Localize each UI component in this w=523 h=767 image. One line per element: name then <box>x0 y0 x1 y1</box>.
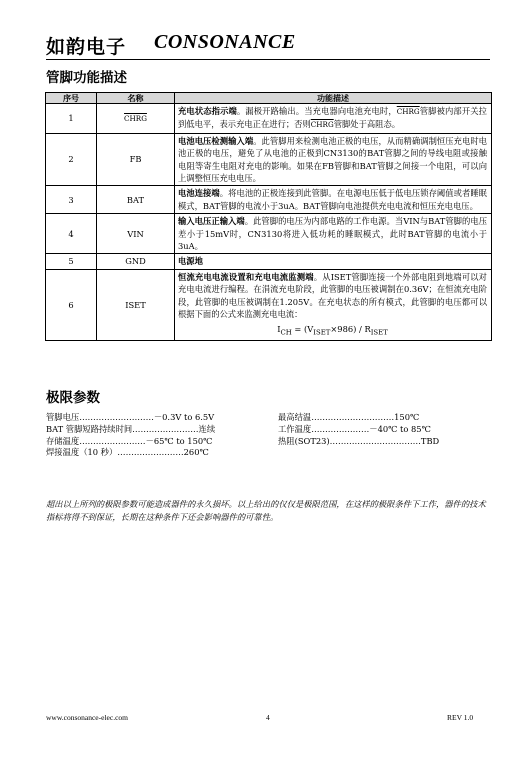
rating-max-junction-temp: 最高结温…………………………150℃ <box>278 412 420 422</box>
pin-description-text: 。此管脚用来检测电池正极的电压，从而精确调制恒压充电时电池正极的电压，避免了从电池的正极到CN3130的BAT管脚之间的导线电阻或接触电阻等寄生电阻对充电的影响。如果在FB管脚和BAT管脚之间接一个电阻，可以向上调整恒压充电电压。 <box>178 135 487 184</box>
table-header-row <box>46 93 492 104</box>
pin-description <box>175 254 492 269</box>
table-row <box>46 214 492 254</box>
pin-function-table <box>45 92 492 341</box>
pin-number: 5 <box>46 254 97 269</box>
rating-storage-temp: 存储温度……………………－65℃ to 150℃ <box>46 435 213 446</box>
pin-description-text: 。漏极开路输出。当充电器向电池充电时， <box>236 106 397 116</box>
pin-name <box>97 104 175 134</box>
brand-english-logo: CONSONANCE <box>154 31 296 53</box>
pin-description-text: 。从ISET管脚连接一个外部电阻到地端可以对充电电流进行编程。在涓流充电阶段，此管脚的电压被调制在0.36V；在恒流充电阶段，此管脚的电压被调制在1.205V。在充电状态的所有模式，此管脚的电压都可以根据下面的公式来监测充电电流： <box>178 271 487 320</box>
rating-bat-short-duration: BAT 管脚短路持续时间……………………连续 <box>46 423 216 434</box>
rating-thermal-resistance: 热阻(SOT23)……………………………TBD <box>278 435 440 446</box>
footer-website: www.consonance-elec.com <box>46 713 128 722</box>
pin-name: VIN <box>97 214 175 254</box>
ratings-warning-note: 超出以上所列的极限参数可能造成器件的永久损坏。以上给出的仅仅是极限范围，在这样的极限条件下工作，器件的技术指标将得不到保证，长期在这种条件下还会影响器件的可靠性。 <box>46 499 486 522</box>
pin-number: 6 <box>46 269 97 340</box>
ratings-left-column <box>46 412 215 459</box>
pin-description-bold: 恒流充电电流设置和充电电流监测端 <box>178 271 314 282</box>
charge-current-formula: $I_{CH} = (V_{ISET}\times 986) / R_{ISET}$ <box>277 323 388 337</box>
pin-description-text: 。此管脚的电压为内部电路的工作电源。当VIN与BAT管脚的电压差小于15mV时，CN3130将进入低功耗的睡眠模式，此时BAT管脚的电流小于3uA。 <box>178 216 487 252</box>
column-header-description: 功能描述 <box>175 93 492 104</box>
rating-solder-temp: 焊接温度（10 秒）……………………260℃ <box>46 447 209 458</box>
pin-description-bold: 电源地 <box>178 256 203 267</box>
pin-name: ISET <box>97 269 175 340</box>
chrg-overline-text: CHRG <box>310 120 334 130</box>
table-row <box>46 104 492 134</box>
table-row <box>46 186 492 214</box>
column-header-name: 名称 <box>97 93 175 104</box>
pin-description-bold: 充电状态指示端 <box>178 106 237 116</box>
pin-description-text: 管脚处于高阻态。 <box>333 119 401 130</box>
pin-description <box>175 214 492 254</box>
rating-pin-voltage: 管脚电压………………………－0.3V to 6.5V <box>46 412 215 422</box>
header-divider <box>46 59 490 60</box>
chrg-overline-text: CHRG <box>396 107 420 116</box>
footer-page-number: 4 <box>266 713 270 722</box>
pin-number: 4 <box>46 214 97 254</box>
pin-description <box>175 133 492 186</box>
pin-description-bold: 输入电压正输入端 <box>178 216 245 227</box>
footer-revision: REV 1.0 <box>447 713 474 722</box>
table-row <box>46 254 492 269</box>
pin-description <box>175 104 492 134</box>
pin-name-text: CHRG <box>124 113 147 123</box>
table-row <box>46 269 492 340</box>
pin-description-bold: 电池电压检测输入端 <box>178 135 254 146</box>
brand-chinese-logo: 如韵电子 <box>46 36 127 58</box>
pin-description-bold: 电池连接端 <box>178 188 220 199</box>
rating-operating-temp: 工作温度…………………－40℃ to 85℃ <box>278 423 431 434</box>
column-header-no: 序号 <box>46 93 97 104</box>
pin-name: GND <box>97 254 175 269</box>
page-header <box>46 32 486 58</box>
pin-description <box>175 186 492 214</box>
ratings-right-column <box>278 412 439 447</box>
pin-description-text: 。将电池的正极连接到此管脚。在电源电压低于低电压锁存阈值或者睡眠模式，BAT管脚的电流小于3uA。BAT管脚向电池提供充电电流和恒压充电电压。 <box>178 188 487 211</box>
pin-section-title: 管脚功能描述 <box>46 70 127 86</box>
pin-name: FB <box>97 133 175 186</box>
pin-number: 3 <box>46 186 97 214</box>
pin-number: 1 <box>46 104 97 134</box>
pin-name: BAT <box>97 186 175 214</box>
ratings-section-title: 极限参数 <box>46 390 100 406</box>
pin-description-text: 管脚被内部开关拉到低电平，表示充电正在进行；否则 <box>178 106 487 130</box>
pin-description <box>175 269 492 340</box>
pin-number: 2 <box>46 133 97 186</box>
table-row <box>46 133 492 186</box>
